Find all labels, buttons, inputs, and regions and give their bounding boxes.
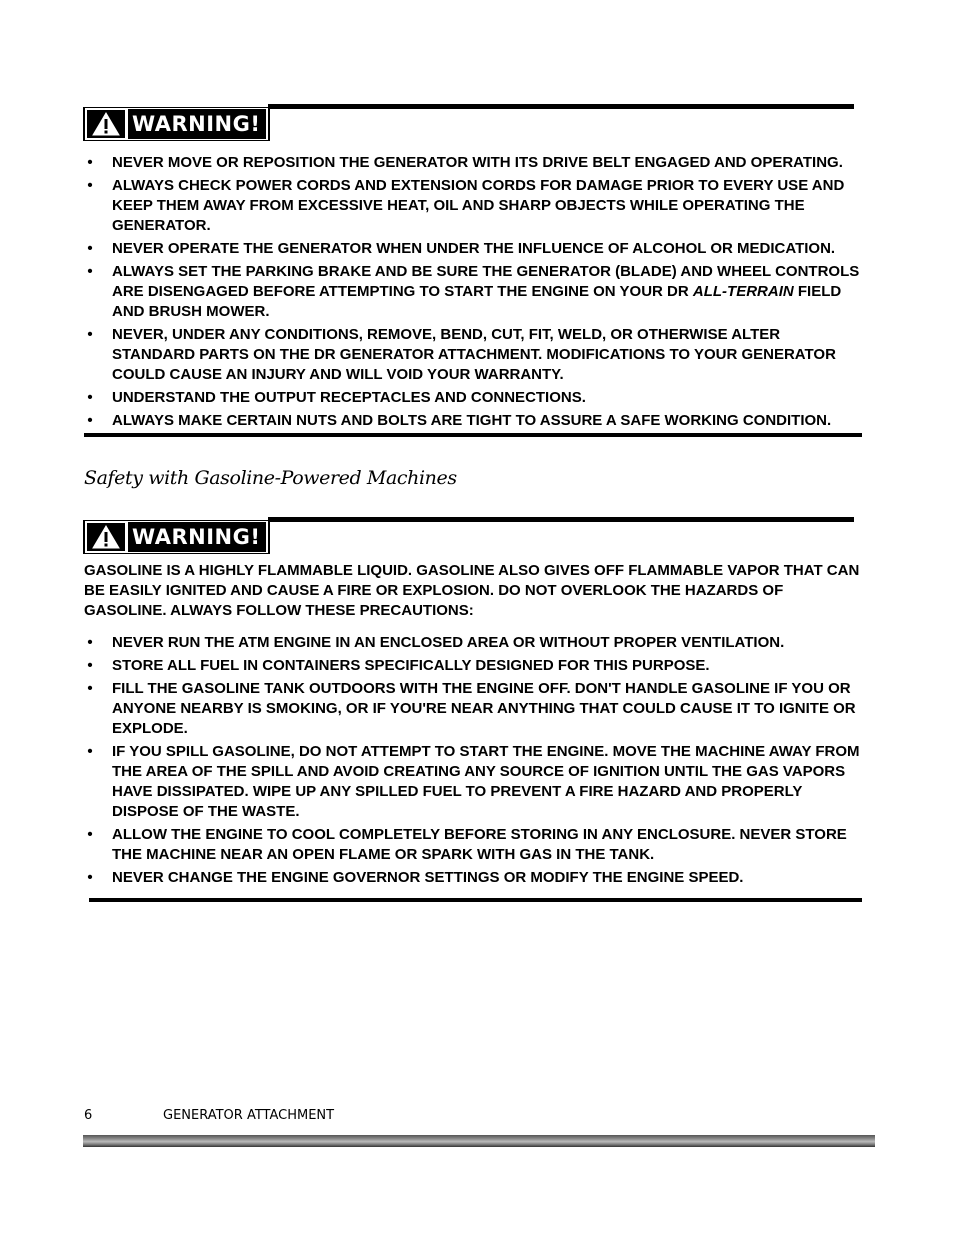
footer-bar: [83, 1135, 875, 1147]
list-item-text: STORE ALL FUEL IN CONTAINERS SPECIFICALLY DESIGNED FOR THIS PURPOSE.: [112, 657, 710, 674]
list-item-text: NEVER CHANGE THE ENGINE GOVERNOR SETTINGS OR MODIFY THE ENGINE SPEED.: [112, 869, 744, 886]
list-item: [84, 239, 864, 259]
warning-badge-inner-2: [85, 521, 268, 553]
warning-list-general: [84, 153, 864, 434]
bullet-icon: •: [87, 634, 93, 651]
list-item-text-part: FIELD AND BRUSH MOWER.: [112, 283, 842, 320]
list-item-text: ALWAYS MAKE CERTAIN NUTS AND BOLTS ARE TIGHT TO ASSURE A SAFE WORKING CONDITION.: [112, 412, 832, 429]
warning-label-2: WARNING!: [125, 522, 266, 552]
bullet-icon: •: [87, 240, 93, 257]
list-item-text: NEVER RUN THE ATM ENGINE IN AN ENCLOSED AREA OR WITHOUT PROPER VENTILATION.: [112, 634, 785, 651]
product-name-italic: ALL-TERRAIN: [692, 283, 794, 300]
warning-list-gasoline: [84, 633, 864, 891]
list-item: [84, 868, 864, 888]
warning-badge: [83, 107, 270, 141]
bullet-icon: •: [87, 412, 93, 429]
list-item-text: NEVER MOVE OR REPOSITION THE GENERATOR WITH ITS DRIVE BELT ENGAGED AND OPERATING.: [112, 154, 843, 171]
list-item: [84, 176, 864, 236]
bullet-icon: •: [87, 177, 93, 194]
list-item-text: [112, 263, 859, 320]
list-item: [84, 825, 864, 865]
list-item: [84, 153, 864, 173]
list-item-text: NEVER OPERATE THE GENERATOR WHEN UNDER THE INFLUENCE OF ALCOHOL OR MEDICATION.: [112, 240, 836, 257]
list-item: [84, 679, 864, 739]
bullet-icon: •: [87, 326, 93, 343]
warning-bottom-rule-2: [89, 898, 862, 902]
list-item-text: ALWAYS CHECK POWER CORDS AND EXTENSION CORDS FOR DAMAGE PRIOR TO EVERY USE AND KEEP THEM AWAY FROM EXCESSIVE HEAT, OIL AND SHARP OBJECTS WHILE OPERATING THE GENERATOR.: [112, 177, 845, 234]
list-item: [84, 411, 864, 431]
list-item-text: IF YOU SPILL GASOLINE, DO NOT ATTEMPT TO START THE ENGINE. MOVE THE MACHINE AWAY FROM THE AREA OF THE SPILL AND AVOID CREATING ANY SOURCE OF IGNITION UNTIL THE GAS VAPORS HAVE DISSIPATED. WIPE UP ANY SPILLED FUEL TO PREVENT A FIRE HAZARD AND PROPERLY DISPOSE OF THE WASTE.: [112, 743, 860, 820]
list-item: [84, 742, 864, 822]
bullet-icon: •: [87, 869, 93, 886]
list-item: [84, 633, 864, 653]
list-item-text-part: ALWAYS SET THE PARKING BRAKE AND BE SURE THE GENERATOR (BLADE) AND WHEEL CONTROLS ARE DISENGAGED BEFORE ATTEMPTING TO START THE ENGINE ON YOUR DR: [112, 263, 860, 300]
warning-label: WARNING!: [125, 109, 266, 139]
bullet-icon: •: [87, 680, 93, 697]
warning-triangle-icon: [87, 522, 125, 552]
bullet-icon: •: [87, 389, 93, 406]
warning-bottom-rule: [84, 433, 862, 437]
warning-top-rule: [268, 104, 854, 109]
gasoline-intro: GASOLINE IS A HIGHLY FLAMMABLE LIQUID. GASOLINE ALSO GIVES OFF FLAMMABLE VAPOR THAT CAN BE EASILY IGNITED AND CAUSE A FIRE OR EXPLOSION. DO NOT OVERLOOK THE HAZARDS OF GASOLINE. ALWAYS FOLLOW THESE PRECAUTIONS:: [84, 562, 860, 619]
page-number: 6: [84, 1108, 93, 1123]
warning-badge-2: [83, 520, 270, 554]
list-item: [84, 262, 864, 322]
bullet-icon: •: [87, 826, 93, 843]
warning-top-rule-2: [268, 517, 854, 522]
footer-title: GENERATOR ATTACHMENT: [163, 1108, 335, 1123]
list-item: [84, 656, 864, 676]
list-item: [84, 325, 864, 385]
warning-triangle-icon: [87, 109, 125, 139]
warning-badge-inner: [85, 108, 268, 140]
section-title: Safety with Gasoline-Powered Machines: [84, 467, 457, 489]
list-item-text: ALLOW THE ENGINE TO COOL COMPLETELY BEFORE STORING IN ANY ENCLOSURE. NEVER STORE THE MACHINE NEAR AN OPEN FLAME OR SPARK WITH GAS IN THE TANK.: [112, 826, 847, 863]
list-item-text: FILL THE GASOLINE TANK OUTDOORS WITH THE ENGINE OFF. DON'T HANDLE GASOLINE IF YOU OR ANYONE NEARBY IS SMOKING, OR IF YOU'RE NEAR ANYTHING THAT COULD CAUSE IT TO IGNITE OR EXPLODE.: [112, 680, 856, 737]
list-item-text: NEVER, UNDER ANY CONDITIONS, REMOVE, BEND, CUT, FIT, WELD, OR OTHERWISE ALTER STANDARD PARTS ON THE DR GENERATOR ATTACHMENT. MODIFICATIONS TO YOUR GENERATOR COULD CAUSE AN INJURY AND WILL VOID YOUR WARRANTY.: [112, 326, 836, 383]
list-item-text: UNDERSTAND THE OUTPUT RECEPTACLES AND CONNECTIONS.: [112, 389, 586, 406]
bullet-icon: •: [87, 263, 93, 280]
bullet-icon: •: [87, 743, 93, 760]
bullet-icon: •: [87, 657, 93, 674]
list-item: [84, 388, 864, 408]
bullet-icon: •: [87, 154, 93, 171]
